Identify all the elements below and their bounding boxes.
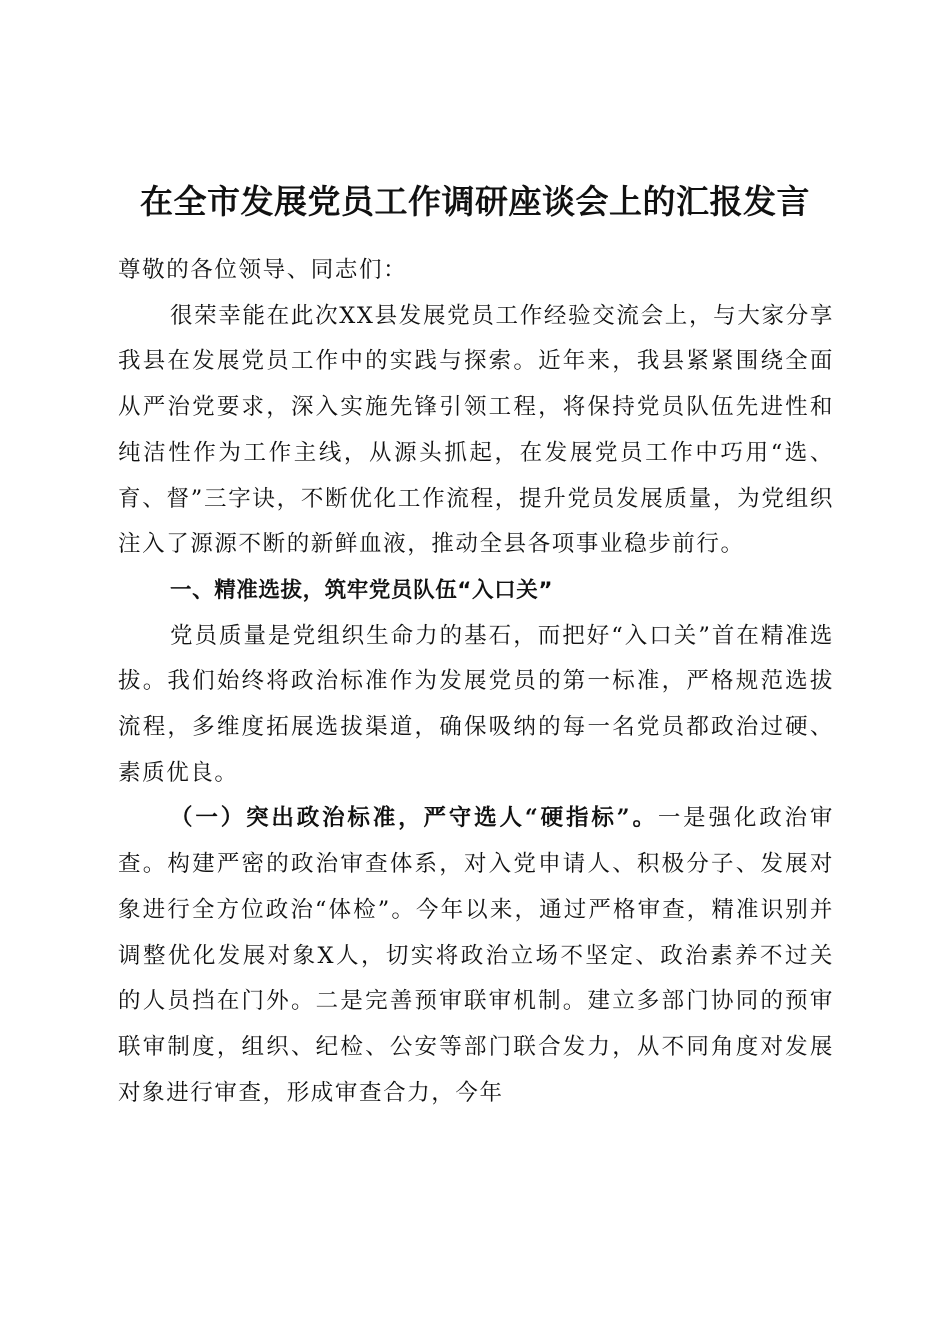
- section-1-paragraph: 党员质量是党组织生命力的基石，而把好“入口关”首在精准选拔。我们始终将政治标准作为发展党员的第一标准，严格规范选拔流程，多维度拓展选拔渠道，确保吸纳的每一名党员都政治过硬、素质优良。: [118, 622, 834, 786]
- document-title: 在全市发展党员工作调研座谈会上的汇报发言: [140, 182, 810, 221]
- section-1-heading: 一、精准选拔，筑牢党员队伍“入口关”: [170, 577, 554, 603]
- salutation: 尊敬的各位领导、同志们：: [118, 257, 408, 283]
- intro-paragraph: 很荣幸能在此次XX县发展党员工作经验交流会上，与大家分享我县在发展党员工作中的实践与探索。近年来，我县紧紧围绕全面从严治党要求，深入实施先锋引领工程，将保持党员队伍先进性和纯洁性作为工作主线，从源头抓起，在发展党员工作中巧用“选、育、督”三字诀，不断优化工作流程，提升党员发展质量，为党组织注入了源源不断的新鲜血液，推动全县各项事业稳步前行。: [118, 302, 834, 558]
- subsection-1-body: 一是强化政治审查。构建严密的政治审查体系，对入党申请人、积极分子、发展对象进行全方位政治“体检”。今年以来，通过严格审查，精准识别并调整优化发展对象X人，切实将政治立场不坚定、政治素养不过关的人员挡在门外。二是完善预审联审机制。建立多部门协同的预审联审制度，组织、纪检、公安等部门联合发力，从不同角度对发展对象进行审查，形成审查合力，今年: [118, 805, 834, 1106]
- subsection-1-paragraph: [118, 796, 834, 1116]
- document-body: [118, 248, 834, 1116]
- subsection-1-heading: （一）突出政治标准，严守选人“硬指标”。: [170, 805, 658, 832]
